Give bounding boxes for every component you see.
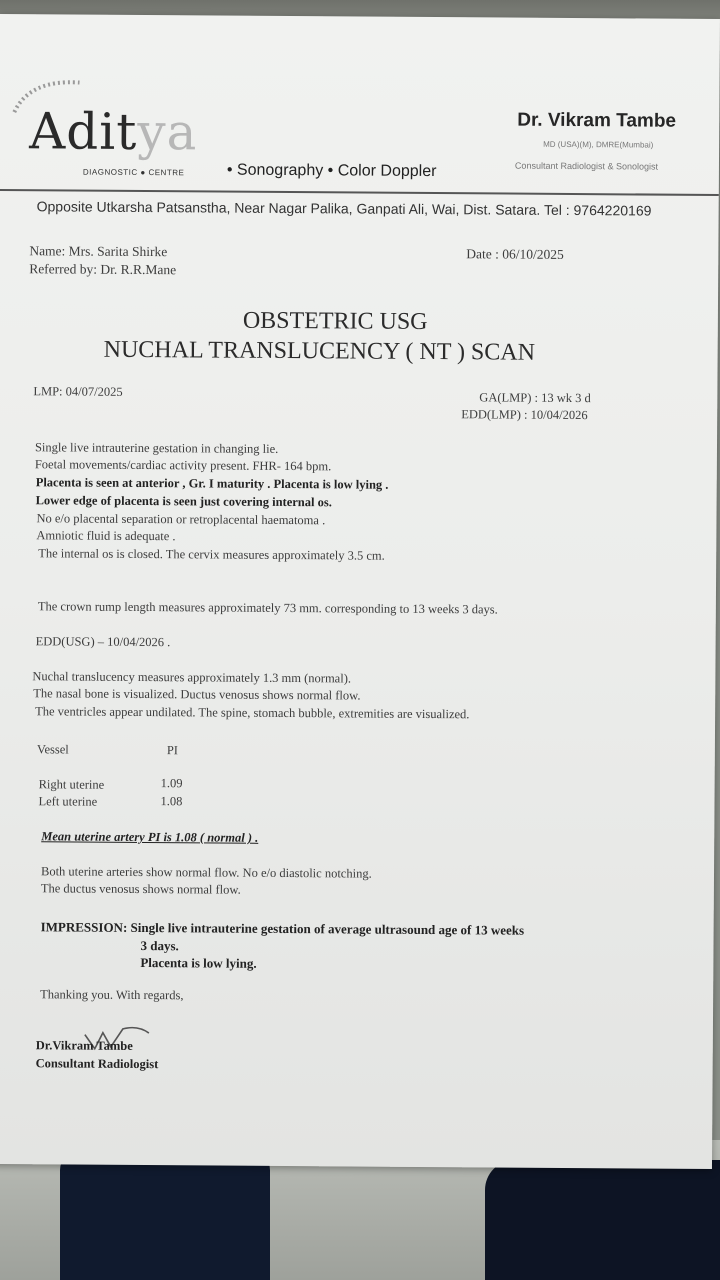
clinic-address: Opposite Utkarsha Patsanstha, Near Nagar Palika, Ganpati Ali, Wai, Dist. Satara. Tel : 9764220169 — [36, 198, 652, 219]
impression-line2: 3 days. — [140, 938, 179, 954]
finding-line: Lower edge of placenta is seen just covering internal os. — [35, 493, 332, 510]
logo-tagline-right: CENTRE — [148, 168, 185, 178]
logo-text-dark: Adit — [28, 102, 138, 161]
impression-line3: Placenta is low lying. — [140, 955, 257, 971]
finding-line: No e/o placental separation or retroplacental haematoma . — [36, 511, 326, 528]
doppler-row-pi: 1.09 — [160, 776, 183, 791]
doppler-header-pi: PI — [166, 743, 179, 758]
doctor-role: Consultant Radiologist & Sonologist — [514, 160, 659, 172]
finding-line: Single live intrauterine gestation in changing lie. — [34, 440, 279, 456]
nt-finding-line: Nuchal translucency measures approximately 1.3 mm (normal). — [32, 669, 352, 686]
edd-usg: EDD(USG) – 10/04/2026 . — [35, 634, 171, 650]
referred-by: Referred by: Dr. R.R.Mane — [29, 261, 177, 278]
doctor-qualifications: MD (USA)(M), DMRE(Mumbai) — [543, 139, 654, 150]
lmp-date: LMP: 04/07/2025 — [33, 384, 123, 399]
signatory-role: Consultant Radiologist — [35, 1056, 159, 1072]
logo-tagline: DIAGNOSTIC ● CENTRE — [82, 167, 185, 178]
report-date: Date : 06/10/2025 — [466, 246, 564, 262]
logo-text-light: ya — [137, 102, 198, 162]
mean-uterine-pi: Mean uterine artery PI is 1.08 ( normal ) . — [41, 829, 259, 845]
impression-text: Single live intrauterine gestation of average ultrasound age of 13 weeks — [127, 919, 525, 938]
flow-note: Both uterine arteries show normal flow. No e/o diastolic notching. — [40, 864, 372, 881]
doppler-row-pi: 1.08 — [160, 794, 183, 809]
flow-note: The ductus venosus shows normal flow. — [40, 881, 241, 897]
doppler-row-vessel: Left uterine — [38, 794, 98, 809]
logo-tagline-left: DIAGNOSTIC — [82, 167, 138, 177]
impression-label: IMPRESSION: — [40, 919, 128, 935]
impression-line1 — [41, 919, 525, 938]
finding-line: Foetal movements/cardiac activity present. FHR- 164 bpm. — [34, 457, 332, 474]
closing-text: Thanking you. With regards, — [40, 987, 184, 1003]
signatory-name: Dr.Vikram Tambe — [35, 1038, 133, 1053]
background-leg-left — [60, 1150, 270, 1280]
header-divider — [0, 189, 719, 196]
patient-name: Name: Mrs. Sarita Shirke — [29, 243, 168, 260]
finding-line: Placenta is seen at anterior , Gr. I maturity . Placenta is low lying . — [35, 475, 389, 492]
finding-line: The internal os is closed. The cervix measures approximately 3.5 cm. — [38, 546, 385, 563]
report-sheet — [0, 14, 720, 1169]
doppler-row-vessel: Right uterine — [38, 777, 105, 792]
background-leg-right — [485, 1160, 720, 1280]
services-list: • Sonography • Color Doppler — [226, 161, 437, 181]
finding-line: Amniotic fluid is adequate . — [36, 528, 176, 544]
report-title-line2: NUCHAL TRANSLUCENCY ( NT ) SCAN — [103, 336, 536, 366]
doctor-name: Dr. Vikram Tambe — [517, 109, 677, 132]
ga-lmp: GA(LMP) : 13 wk 3 d — [479, 390, 591, 406]
nt-finding-line: The nasal bone is visualized. Ductus venosus shows normal flow. — [33, 686, 361, 703]
clinic-logo — [29, 102, 198, 161]
doppler-header-vessel: Vessel — [36, 742, 69, 757]
crl-measurement: The crown rump length measures approximately 73 mm. corresponding to 13 weeks 3 days. — [37, 599, 498, 617]
edd-lmp: EDD(LMP) : 10/04/2026 — [461, 407, 588, 423]
nt-finding-line: The ventricles appear undilated. The spine, stomach bubble, extremities are visualized. — [35, 704, 470, 722]
report-title-line1: OBSTETRIC USG — [242, 307, 428, 335]
